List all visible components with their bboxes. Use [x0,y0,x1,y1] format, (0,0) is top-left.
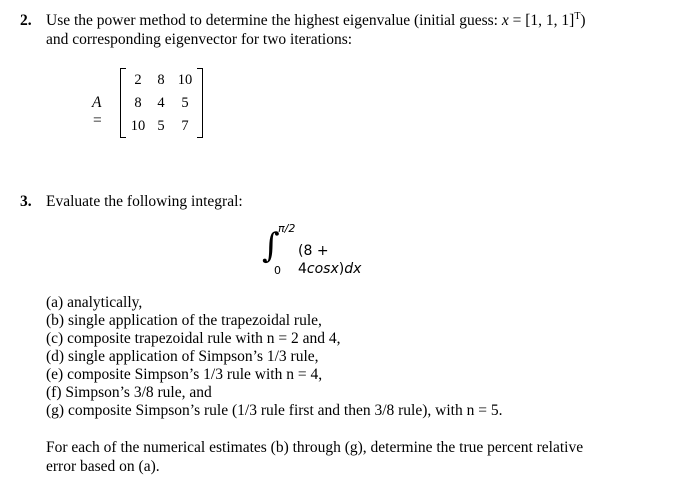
list-item: (g) composite Simpson’s rule (1/3 rule first and then 3/8 rule), with n = 5. [46,402,503,419]
integral-sign: ∫ [262,226,280,266]
problem-2-number: 2. [20,12,32,29]
matrix-cell: 10 [130,118,146,134]
matrix-cell: 8 [134,95,142,111]
problem-3-number: 3. [20,193,32,210]
list-item: (a) analytically, [46,294,143,311]
list-item: (e) composite Simpson’s 1/3 rule with n = 4, [46,366,323,383]
closing-paren: ) [580,12,586,29]
matrix-label: A = [92,94,103,129]
differential: dx [344,261,362,277]
matrix-cell: 5 [181,95,189,111]
vector-variable: x [501,12,509,29]
list-item: (b) single application of the trapezoidal rule, [46,312,322,329]
problem-2-line-1 [46,12,586,30]
problem-2-line-2: and corresponding eigenvector for two iterations: [46,31,353,48]
list-item: (f) Simpson’s 3/8 rule, and [46,384,212,401]
integrand: (8 + 4cosx)dx [298,243,362,277]
integrand-function: cosx [306,261,339,277]
integral-lower-limit: 0 [274,264,281,277]
matrix-cell: 10 [177,72,193,88]
footer-line-2: error based on (a). [46,458,160,475]
matrix-cell: 7 [181,118,189,134]
problem-3-prompt: Evaluate the following integral: [46,193,243,210]
list-item: (c) composite trapezoidal rule with n = 2 and 4, [46,330,341,347]
list-item: (d) single application of Simpson’s 1/3 rule, [46,348,319,365]
initial-guess-vector: = [1, 1, 1] [508,12,575,29]
matrix-cell: 5 [157,118,165,134]
matrix-left-bracket [120,68,126,138]
matrix-cell: 2 [134,72,142,88]
transpose-superscript: T [574,11,581,22]
integral-upper-limit: π/2 [278,222,296,235]
matrix-right-bracket [197,68,203,138]
footer-line-1: For each of the numerical estimates (b) through (g), determine the true percent relative [46,439,584,456]
matrix-cell: 4 [157,95,165,111]
matrix-cell: 8 [157,72,165,88]
problem-2-text: Use the power method to determine the highest eigenvalue (initial guess: [46,12,502,29]
